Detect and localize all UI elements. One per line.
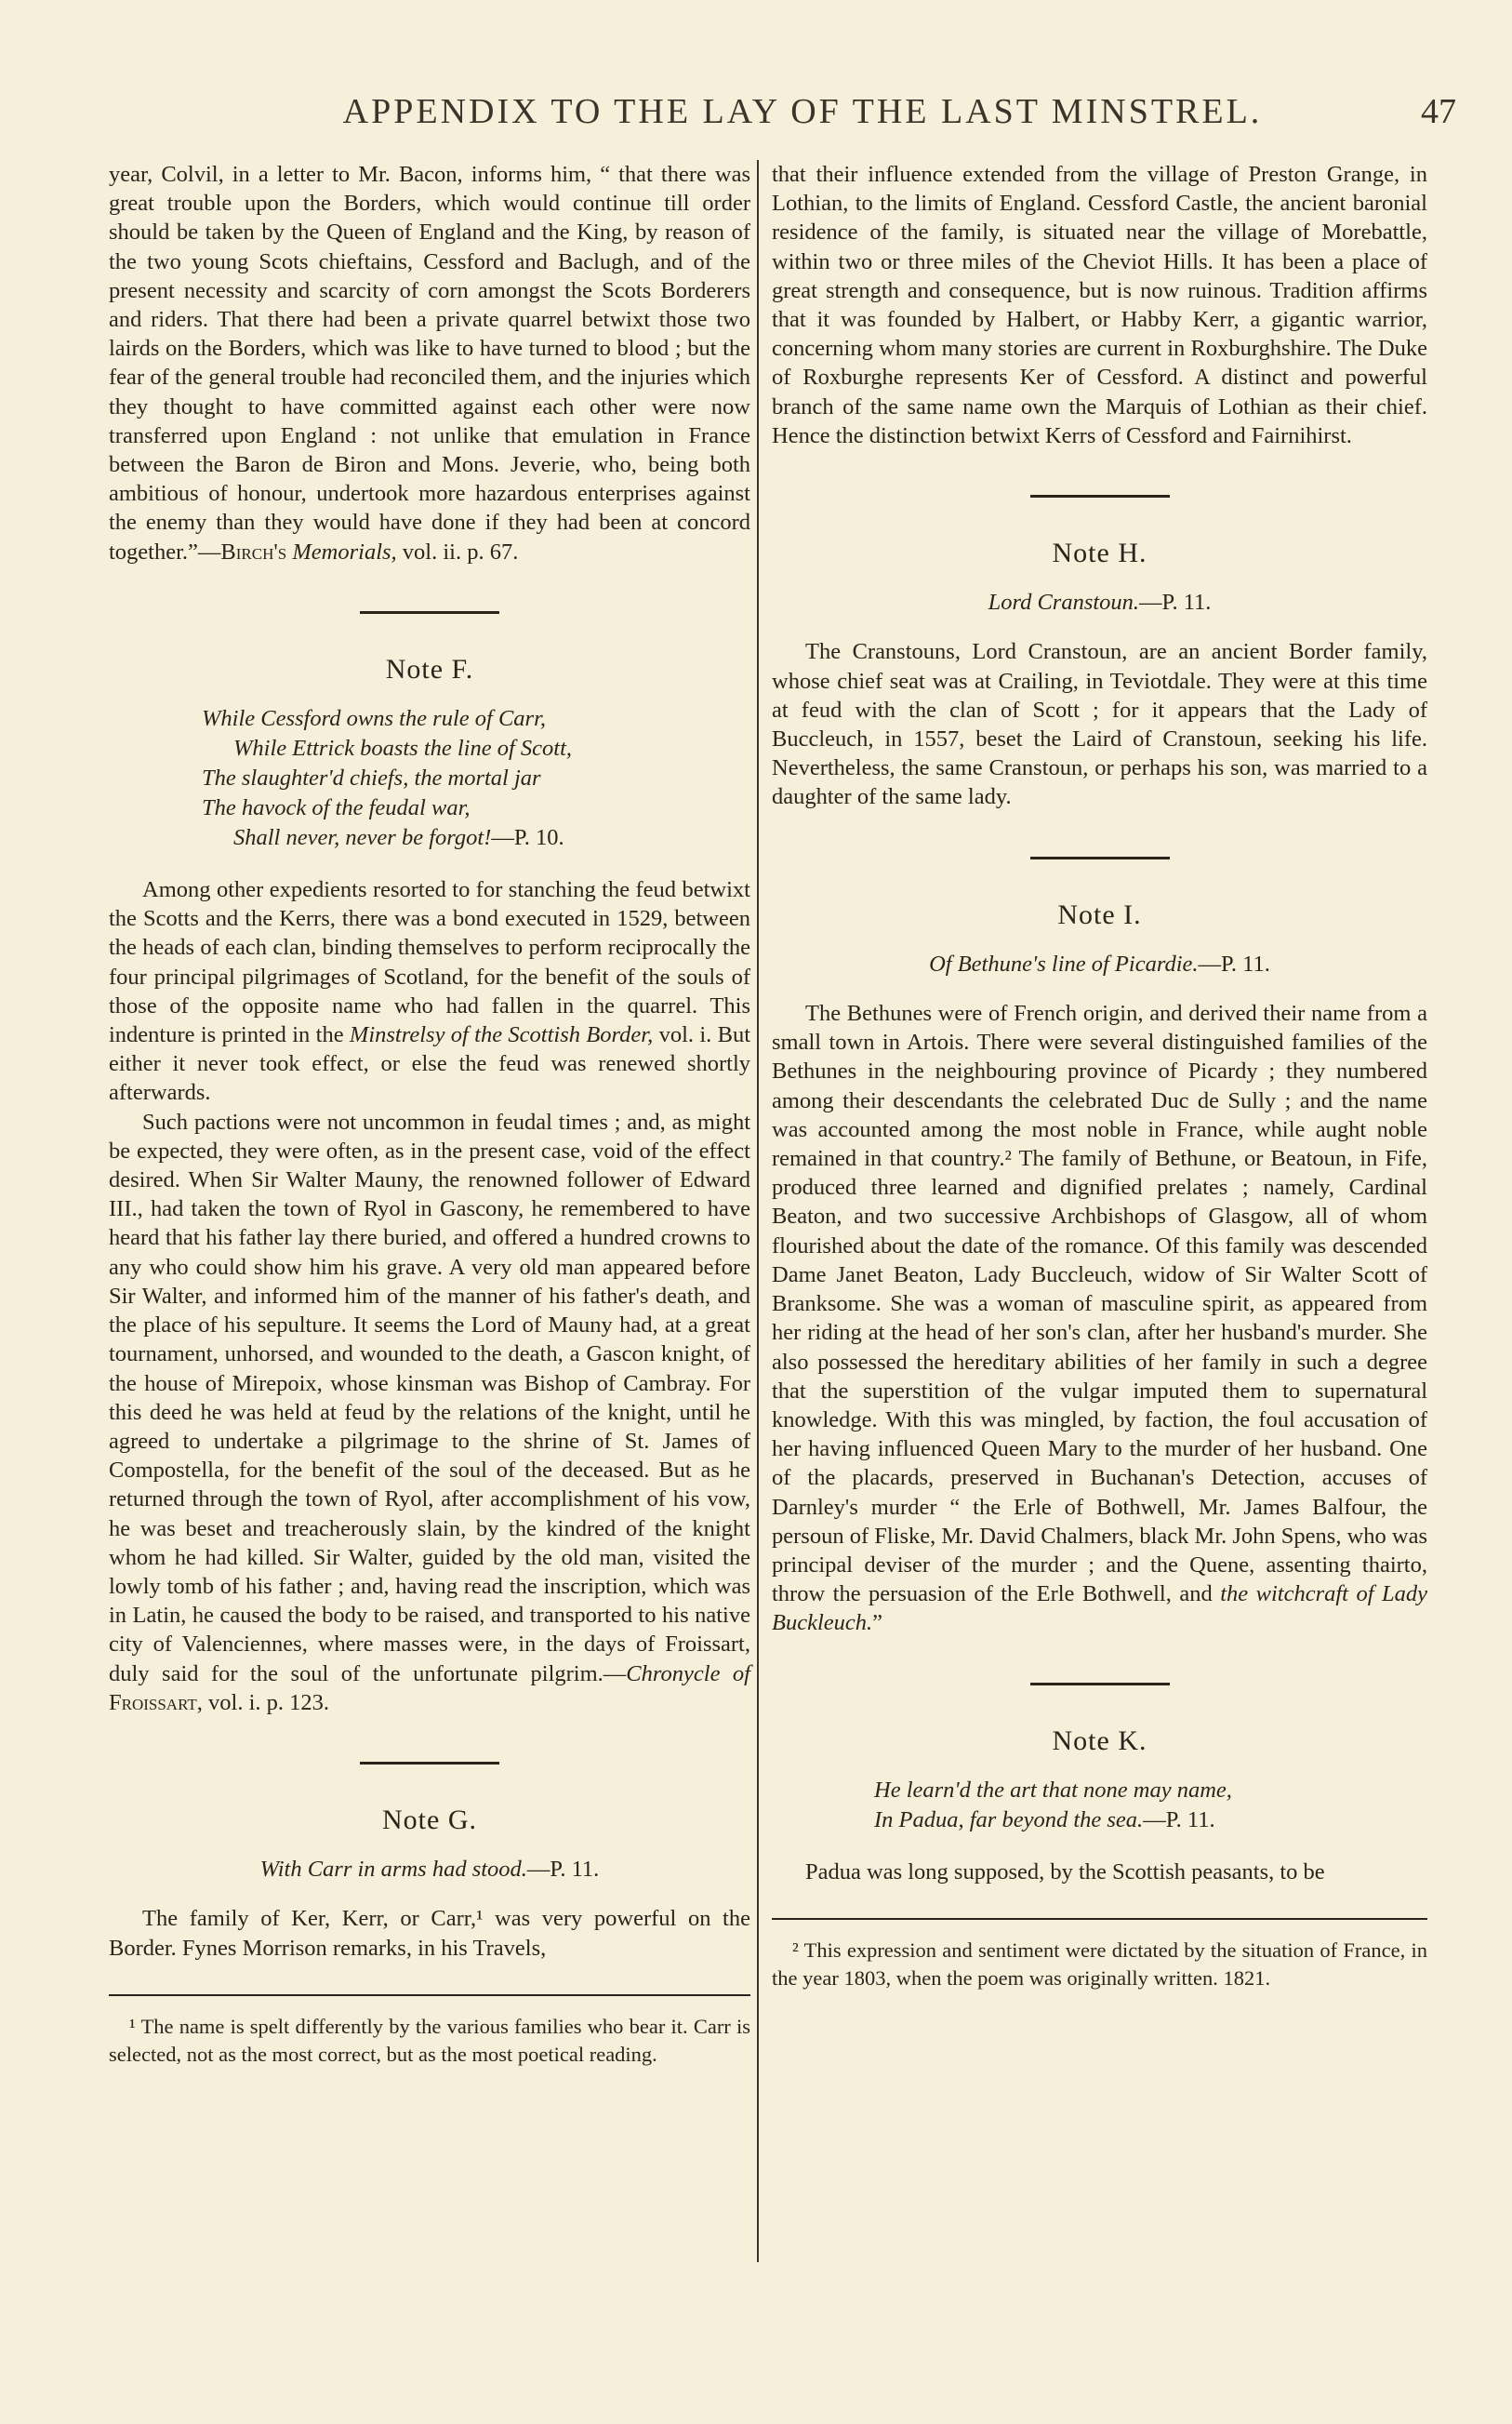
note-k-paragraph: Padua was long supposed, by the Scottish peasants, to be	[805, 1858, 1325, 1885]
verse-line: The slaughter'd chiefs, the mortal jar	[202, 766, 541, 792]
note-h-quote: Lord Cranstoun.—P. 11.	[988, 590, 1212, 616]
continued-paragraph: that their influence extended from the village of Preston Grange, in Lothian, to the limits of England. Cessford Castle, the ancient baronial residence of the family, is situated near the village of Morebattle, within two or three miles of the Cheviot Hills. It has been a place of great strength and consequence, but is now ruinous. Tradition affirms that it was founded by Halbert, or Habby Kerr, a gigantic warrior, concerning whom many stories are current in Roxburghshire. The Duke of Roxburghe represents Ker of Cessford. A distinct and powerful branch of the same name own the Marquis of Lothian as their chief. Hence the distinction betwixt Kerrs of Cessford and Fairnihirst.	[772, 162, 1427, 448]
footnote: ² This expression and sentiment were dictated by the situation of France, in the year 1803, when the poem was originally written. 1821.	[772, 1938, 1427, 1990]
note-f-paragraph: Among other expedients resorted to for stanching the feud betwixt the Scotts and the Kerrs, there was a bond executed in 1529, between the heads of each clan, binding themselves to perform reciprocally the four principal pilgrimages of Scotland, for the benefit of the souls of those of the opposite name who had fallen in the quarrel. This indenture is printed in the Minstrelsy of the Scottish Border, vol. i. But either it never took effect, or else the feud was renewed shortly afterwards.	[109, 877, 751, 1106]
left-column	[109, 160, 750, 2069]
note-f-paragraph: Such pactions were not uncommon in feudal times ; and, as might be expected, they were often, as in the present case, void of the effect desired. When Sir Walter Mauny, the renowned follower of Edward III., had taken the town of Ryol in Gascony, he remembered to have heard that his father lay there buried, and offered a hundred crowns to any who could show him his grave. A very old man appeared before Sir Walter, and informed him of the manner of his father's death, and the place of his sepulture. It seems the Lord of Mauny had, at a great tournament, unhorsed, and wounded to the death, a Gascon knight, of the house of Mirepoix, whose kinsman was Bishop of Cambray. For this deed he was held at feud by the relations of the knight, until he agreed to undertake a pilgrimage to the shrine of St. James of Compostella, for the benefit of the soul of the deceased. But as he returned through the town of Ryol, after accomplishment of his vow, he was beset and treacherously slain, by the kindred of the knight whom he had killed. Sir Walter, guided by the old man, visited the lowly tomb of his father ; and, having read the inscription, which was in Latin, he caused the body to be raised, and transported to his native city of Valenciennes, where masses were, in the days of Froissart, duly said for the soul of the unfortunate pilgrim.—Chronycle of Froissart, vol. i. p. 123.	[109, 1109, 750, 1715]
note-g-quote: With Carr in arms had stood.—P. 11.	[259, 1857, 600, 1883]
note-g-paragraph: The family of Ker, Kerr, or Carr,¹ was very powerful on the Border. Fynes Morrison remarks, in his Travels,	[109, 1906, 750, 1961]
source-title: Memorials,	[286, 539, 397, 565]
running-title: APPENDIX TO THE LAY OF THE LAST MINSTREL.	[342, 92, 1263, 131]
verse-line: While Ettrick boasts the line of Scott,	[233, 736, 573, 762]
running-header	[149, 91, 1456, 147]
verse-line: The havock of the feudal war,	[202, 795, 471, 821]
note-f-verse	[202, 704, 750, 853]
section-rule	[360, 1762, 499, 1765]
note-i-title: Note I.	[1057, 899, 1142, 930]
verse-line: In Padua, far beyond the sea.—P. 11.	[874, 1806, 1215, 1832]
note-h-paragraph: The Cranstouns, Lord Cranstoun, are an ancient Border family, whose chief seat was at Crailing, in Teviotdale. They were at this time at feud with the clan of Scott ; for it appears that the Lady of Buccleuch, in 1557, beset the Laird of Cranstoun, seeking his life. Nevertheless, the same Cranstoun, or perhaps his son, was married to a daughter of the same lady.	[772, 639, 1427, 810]
verse-line: While Cessford owns the rule of Carr,	[202, 706, 547, 732]
verse-reference: —P. 10.	[491, 825, 564, 851]
source-author: Birch's	[220, 539, 287, 565]
verse-line: He learn'd the art that none may name,	[874, 1777, 1232, 1803]
note-i-paragraph: The Bethunes were of French origin, and derived their name from a small town in Artois. There were several distinguished families of the Bethunes in the neighbouring province of Picardy ; they numbered among their descendants the celebrated Duc de Sully ; and the name was accounted among the most noble in France, while aught noble remained in that country.² The family of Bethune, or Beatoun, in Fife, produced three learned and dignified prelates ; namely, Cardinal Beaton, and two successive Archbishops of Glasgow, all of whom flourished about the date of the romance. Of this family was descended Dame Janet Beaton, Lady Buccleuch, widow of Sir Walter Scott of Branksome. She was a woman of masculine spirit, as appeared from her riding at the head of her son's clan, after her husband's murder. She also possessed the hereditary abilities of her family in such a degree that the superstition of the vulgar imputed them to supernatural knowledge. With this was mingled, by faction, the foul accusation of her having influenced Queen Mary to the murder of her husband. One of the placards, preserved in Buchanan's Detection, accuses of Darnley's murder “ the Erle of Bothwell, Mr. James Balfour, the persoun of Fliske, Mr. David Chalmers, black Mr. John Spens, who was principal deviser of the murder ; and the Quene, assenting thairto, throw the persuasion of the Erle Bothwell, and the witchcraft of Lady Buckleuch.”	[772, 1001, 1427, 1636]
footnote: ¹ The name is spelt differently by the various families who bear it. Carr is selected, not as the most correct, but as the most poetical reading.	[109, 2014, 750, 2066]
note-k-verse	[874, 1776, 1427, 1835]
note-k-title: Note K.	[1052, 1725, 1147, 1756]
footnote-rule	[109, 1994, 750, 1996]
section-rule	[1030, 857, 1170, 859]
verse-reference: —P. 11.	[1143, 1806, 1215, 1832]
verse-line: Shall never, never be forgot!—P. 10.	[233, 825, 564, 851]
note-i-quote: Of Bethune's line of Picardie.—P. 11.	[929, 951, 1270, 977]
section-rule	[1030, 495, 1170, 498]
continued-paragraph: year, Colvil, in a letter to Mr. Bacon, informs him, “ that there was great trouble upon the Borders, which would continue till order should be taken by the Queen of England and the King, by reason of the two young Scots chieftains, Cessford and Baclugh, and of the present necessity and scarcity of corn amongst the Scots Borderers and riders. That there had been a private quarrel betwixt those two lairds on the Borders, which was like to have turned to blood ; but the fear of the general trouble had reconciled them, and the injuries which they thought to have committed against each other were now transferred upon England : not unlike that emulation in France between the Baron de Biron and Mons. Jeverie, who, being both ambitious of honour, undertook more hazardous enterprises against the enemy than they would have done if they had been at concord together.”—Birch's Memorials, vol. ii. p. 67.	[109, 162, 750, 565]
footnote-rule	[772, 1918, 1427, 1920]
column-divider	[757, 160, 759, 2262]
note-g-title: Note G.	[382, 1804, 477, 1835]
note-h-title: Note H.	[1052, 538, 1147, 569]
page-number: 47	[1421, 92, 1456, 131]
note-f-title: Note F.	[385, 653, 474, 685]
section-rule	[360, 611, 499, 614]
right-column	[772, 160, 1427, 1992]
section-rule	[1030, 1683, 1170, 1685]
